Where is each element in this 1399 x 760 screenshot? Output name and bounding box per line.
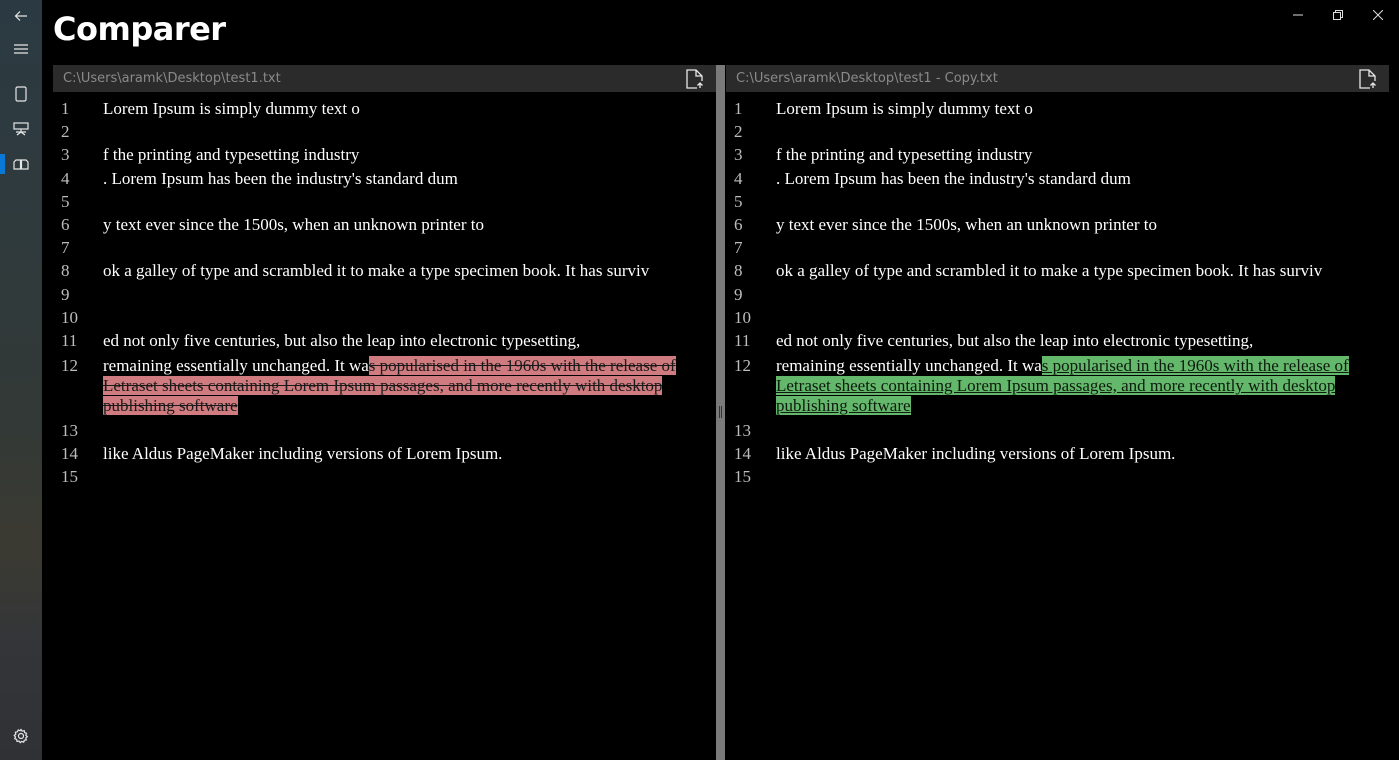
right-path-bar bbox=[726, 65, 1389, 92]
right-text-view[interactable] bbox=[726, 92, 1389, 490]
text-line: 11 ed not only five centuries, but also the leap into electronic typesetting, bbox=[61, 330, 581, 350]
text-line: 1 Lorem Ipsum is simply dummy text o bbox=[61, 99, 360, 118]
text-line: 2 bbox=[734, 122, 743, 142]
right-file-path: C:\Users\aramk\Desktop\test1 - Copy.txt bbox=[736, 71, 998, 86]
open-file-icon bbox=[1359, 69, 1377, 89]
left-path-bar bbox=[53, 65, 716, 92]
close-icon bbox=[1373, 10, 1383, 20]
sidebar-item-remote[interactable] bbox=[0, 113, 42, 145]
text-line: 10 bbox=[61, 307, 78, 327]
text-line: 1 Lorem Ipsum is simply dummy text o bbox=[734, 99, 1033, 118]
back-arrow-icon bbox=[14, 9, 28, 23]
back-button[interactable] bbox=[0, 0, 42, 32]
text-line: 14 like Aldus PageMaker including versions of Lorem Ipsum. bbox=[61, 444, 503, 464]
deleted-text-highlight: s popularised in the 1960s with the release of Letraset sheets containing Lorem Ipsum passages, and more recently with desktop publishing software bbox=[103, 356, 676, 416]
sidebar-item-compare[interactable] bbox=[0, 148, 42, 180]
text-line: 15 bbox=[61, 467, 78, 487]
text-line: 2 bbox=[61, 122, 70, 142]
text-line: 4 . Lorem Ipsum has been the industry's standard dum bbox=[734, 168, 1131, 188]
text-line-diff: 12 remaining essentially unchanged. It was popularised in the 1960s with the release of Letraset sheets containing Lorem Ipsum passages, and more recently with desktop publishing software bbox=[61, 356, 676, 416]
menu-button[interactable] bbox=[0, 33, 42, 65]
left-open-file-button[interactable] bbox=[684, 68, 706, 90]
app-title: Comparer bbox=[53, 10, 226, 48]
restore-icon bbox=[1333, 10, 1343, 20]
text-line: 5 bbox=[61, 191, 70, 211]
text-line: 7 bbox=[734, 238, 743, 258]
inserted-text-highlight: s popularised in the 1960s with the release of Letraset sheets containing Lorem Ipsum passages, and more recently with desktop publishing software bbox=[776, 356, 1349, 416]
text-line-diff: 12 remaining essentially unchanged. It was popularised in the 1960s with the release of Letraset sheets containing Lorem Ipsum passages, and more recently with desktop publishing software bbox=[734, 356, 1349, 416]
text-line: 15 bbox=[734, 467, 751, 487]
text-line: 6 y text ever since the 1500s, when an unknown printer to bbox=[61, 214, 484, 234]
text-line: 4 . Lorem Ipsum has been the industry's standard dum bbox=[61, 168, 458, 188]
text-line: 13 bbox=[734, 421, 751, 441]
gear-icon bbox=[13, 728, 29, 744]
text-line: 5 bbox=[734, 191, 743, 211]
text-line: 11 ed not only five centuries, but also the leap into electronic typesetting, bbox=[734, 330, 1254, 350]
sidebar bbox=[0, 0, 42, 760]
text-line: 3 f the printing and typesetting industry bbox=[734, 145, 1033, 165]
open-file-icon bbox=[686, 69, 704, 89]
sidebar-item-single-file[interactable] bbox=[0, 78, 42, 110]
text-line: 10 bbox=[734, 307, 751, 327]
right-open-file-button[interactable] bbox=[1357, 68, 1379, 90]
hamburger-icon bbox=[13, 43, 29, 55]
text-line: 9 bbox=[734, 284, 743, 304]
text-line: 8 ok a galley of type and scrambled it to make a type specimen book. It has surviv bbox=[734, 261, 1323, 281]
minimize-icon bbox=[1293, 10, 1303, 20]
network-icon bbox=[13, 122, 29, 136]
text-line: 9 bbox=[61, 284, 70, 304]
pane-splitter[interactable] bbox=[716, 65, 725, 760]
settings-button[interactable] bbox=[0, 720, 42, 752]
minimize-button[interactable] bbox=[1278, 0, 1318, 30]
text-line: 6 y text ever since the 1500s, when an unknown printer to bbox=[734, 214, 1157, 234]
text-line: 13 bbox=[61, 421, 78, 441]
right-file-pane bbox=[726, 65, 1389, 760]
restore-button[interactable] bbox=[1318, 0, 1358, 30]
document-icon bbox=[15, 86, 27, 102]
compare-icon bbox=[13, 158, 29, 170]
left-file-pane bbox=[53, 65, 716, 760]
left-file-path: C:\Users\aramk\Desktop\test1.txt bbox=[63, 71, 281, 86]
text-line: 8 ok a galley of type and scrambled it to make a type specimen book. It has surviv bbox=[61, 261, 650, 281]
text-line: 7 bbox=[61, 238, 70, 258]
grip-icon bbox=[719, 406, 722, 418]
text-line: 3 f the printing and typesetting industry bbox=[61, 145, 360, 165]
close-button[interactable] bbox=[1358, 0, 1398, 30]
left-text-view[interactable] bbox=[53, 92, 716, 490]
text-line: 14 like Aldus PageMaker including versions of Lorem Ipsum. bbox=[734, 444, 1176, 464]
